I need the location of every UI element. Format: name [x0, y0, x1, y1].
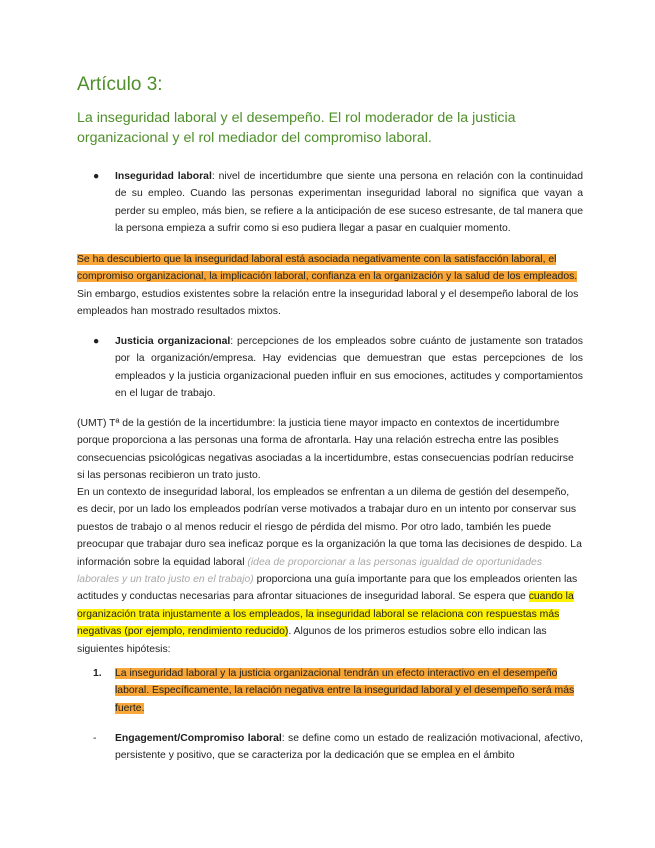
paragraph-text: En un contexto de inseguridad laboral, los empleados se enfrentan a un dilema de gestión del desempeño, es decir, por un lado los empleados podrían verse motivados a trabajar duro en un intento por conservar sus puestos de trabajo o al menos reducir el riesgo de pérdida del mismo. Por otro lado, también les puede preocupar que trabajar duro sea ineficaz porque es la organización la que toma las decisiones de despido. La información sobre la equidad laboral	[77, 487, 582, 568]
hypothesis-1	[93, 665, 583, 717]
bullet-term: Justicia organizacional	[115, 336, 231, 347]
paragraph-umt: (UMT) Tª de la gestión de la incertidumbre: la justicia tiene mayor impacto en contextos de incertidumbre porque proporciona a las personas una forma de afrontarla. Hay una relación estrecha entre las posibles consecuencias psicológicas negativas asociadas a la incertidumbre, estas consecuencias podrían reducirse si las personas recibieron un trato justo.	[77, 418, 574, 482]
bullet-marker: ●	[93, 336, 100, 347]
paragraph-dilema	[77, 484, 582, 658]
highlighted-text: Se ha descubierto que la inseguridad laboral está asociada negativamente con la satisfacción laboral, el compromiso organizacional, la implicación laboral, confianza en la organización y la salud de los empleados.	[77, 254, 578, 283]
bullet-term: Inseguridad laboral	[115, 171, 212, 182]
bullet-inseguridad-laboral	[93, 168, 583, 238]
bullet-justicia-organizacional	[93, 333, 583, 403]
hypothesis-number: 1.	[93, 668, 102, 679]
bullet-engagement	[93, 730, 583, 765]
bullet-marker: ●	[93, 171, 100, 182]
bullet-text	[115, 333, 583, 403]
paragraph-text: proporciona una guía importante para que los empleados orienten las actitudes y conductas necesarias para afrontar situaciones de inseguridad laboral. Se espera que	[77, 574, 578, 603]
bullet-definition: : se define como un estado de realización motivacional, afectivo, persistente y positivo, que se caracteriza por la dedicación que se emplea en el ámbito	[115, 733, 583, 762]
article-title: Artículo 3:	[77, 74, 163, 95]
bullet-marker: -	[93, 733, 97, 744]
highlighted-text: cuando la organización trata injustamente a los empleados, la inseguridad laboral se relaciona con respuestas más negativas (por ejemplo, rendimiento reducido)	[77, 591, 574, 638]
paragraph-text: Sin embargo, estudios existentes sobre la relación entre la inseguridad laboral y el desempeño laboral de los empleados han mostrado resultados mixtos.	[77, 288, 579, 318]
bullet-text	[115, 168, 583, 238]
bullet-definition: : percepciones de los empleados sobre cuánto de justamente son tratados por la organización/empresa. Hay evidencias que demuestran que estas percepciones de los empleados y la justicia organizacional pueden influir en sus emociones, actitudes y comportamientos en el lugar de trabajo.	[115, 336, 583, 400]
bullet-term: Engagement/Compromiso laboral	[115, 733, 282, 744]
bullet-definition: : nivel de incertidumbre que siente una persona en relación con la continuidad de su empleo. Cuando las personas experimentan inseguridad laboral no significa que vayan a perder su empleo, más bien, se refiere a la anticipación de ese suceso estresante, de tal manera que la persona empieza a sufrir como si eso pudiera llegar a pasar en cualquier momento.	[115, 171, 583, 235]
hypothesis-text	[115, 665, 583, 717]
gray-note: (idea de proporcionar a las personas igualdad de oportunidades laborales y un trato justo en el trabajo)	[77, 556, 543, 586]
bullet-text	[115, 730, 583, 765]
paragraph-satisfaction	[77, 251, 582, 321]
paragraph-text: . Algunos de los primeros estudios sobre ello indican las siguientes hipótesis:	[77, 626, 547, 655]
highlighted-text: La inseguridad laboral y la justicia organizacional tendrán un efecto interactivo en el desempeño laboral. Específicamente, la relación negativa entre la inseguridad laboral y el desempeño será más fuerte.	[115, 668, 575, 714]
article-subtitle: La inseguridad laboral y el desempeño. El rol moderador de la justicia organizacional y el rol mediador del compromiso laboral.	[77, 110, 516, 146]
